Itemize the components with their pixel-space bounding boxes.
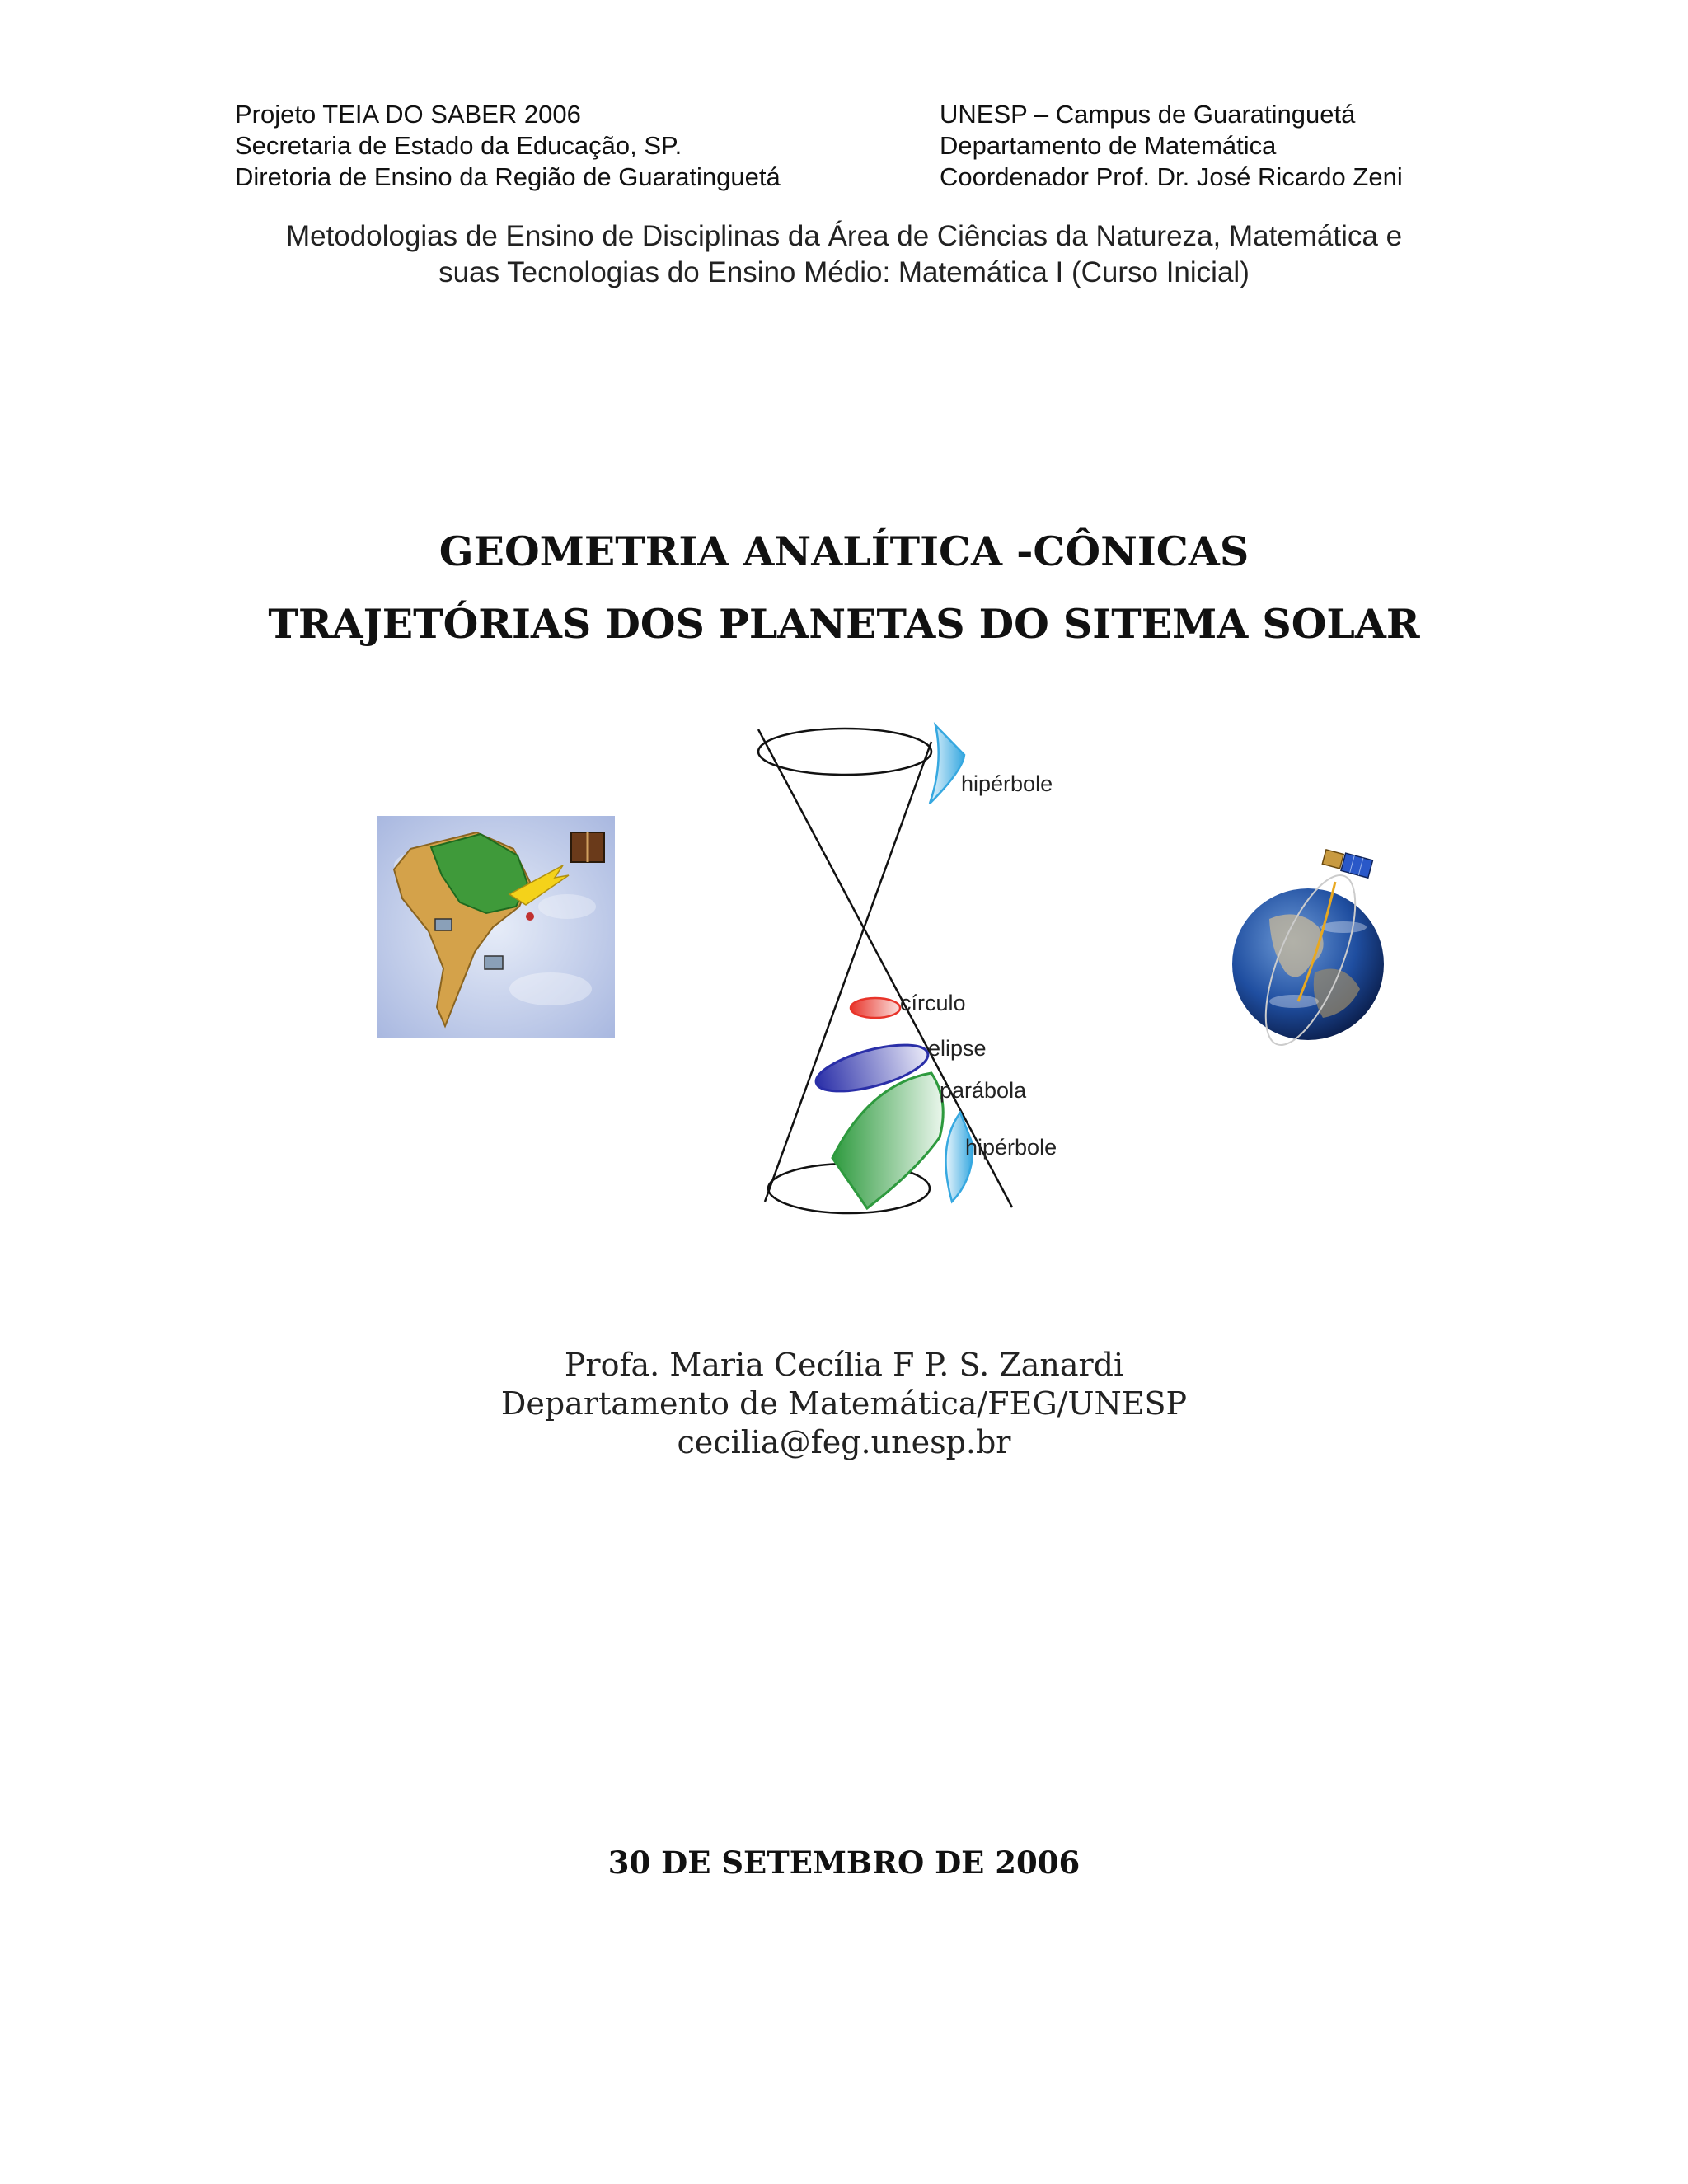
south-america-satellite-illustration [377,816,615,1038]
header-coordinator: Coordenador Prof. Dr. José Ricardo Zeni [940,162,1403,191]
document-title [0,515,1688,660]
label-hiperbole-bottom: hipérbole [965,1135,1057,1160]
document-date: 30 DE SETEMBRO DE 2006 [607,1844,1081,1881]
header-directorate: Diretoria de Ensino da Região de Guaratinguetá [235,162,781,191]
earth-satellite-illustration [1220,828,1409,1059]
author-name: Profa. Maria Cecília F P. S. Zanardi [564,1347,1124,1383]
title-line-1: GEOMETRIA ANALÍTICA -CÔNICAS [438,527,1250,575]
conic-sections-diagram [734,709,1096,1220]
author-email: cecilia@feg.unesp.br [677,1424,1011,1460]
parabola-shape [832,1073,943,1208]
author-department: Departamento de Matemática/FEG/UNESP [500,1385,1188,1422]
circulo-shape [851,998,900,1018]
course-subtitle [0,218,1688,291]
subtitle-line-2: suas Tecnologias do Ensino Médio: Matemática I (Curso Inicial) [438,256,1250,288]
label-circulo: círculo [900,991,966,1015]
header-project: Projeto TEIA DO SABER 2006 [235,100,581,129]
header-left [235,99,781,193]
subtitle-line-1: Metodologias de Ensino de Disciplinas da Área de Ciências da Natureza, Matemática e [285,220,1403,252]
label-hiperbole-top: hipérbole [961,771,1053,796]
header-secretary: Secretaria de Estado da Educação, SP. [235,131,682,160]
header-department: Departamento de Matemática [940,131,1277,160]
label-parabola: parábola [940,1078,1027,1103]
title-line-2: TRAJETÓRIAS DOS PLANETAS DO SITEMA SOLAR [268,600,1420,648]
label-elipse: elipse [928,1036,987,1061]
header-right [940,99,1403,193]
author-block [0,1346,1688,1462]
hiperbole-top-shape [930,725,964,804]
header-campus: UNESP – Campus de Guaratinguetá [940,100,1356,129]
